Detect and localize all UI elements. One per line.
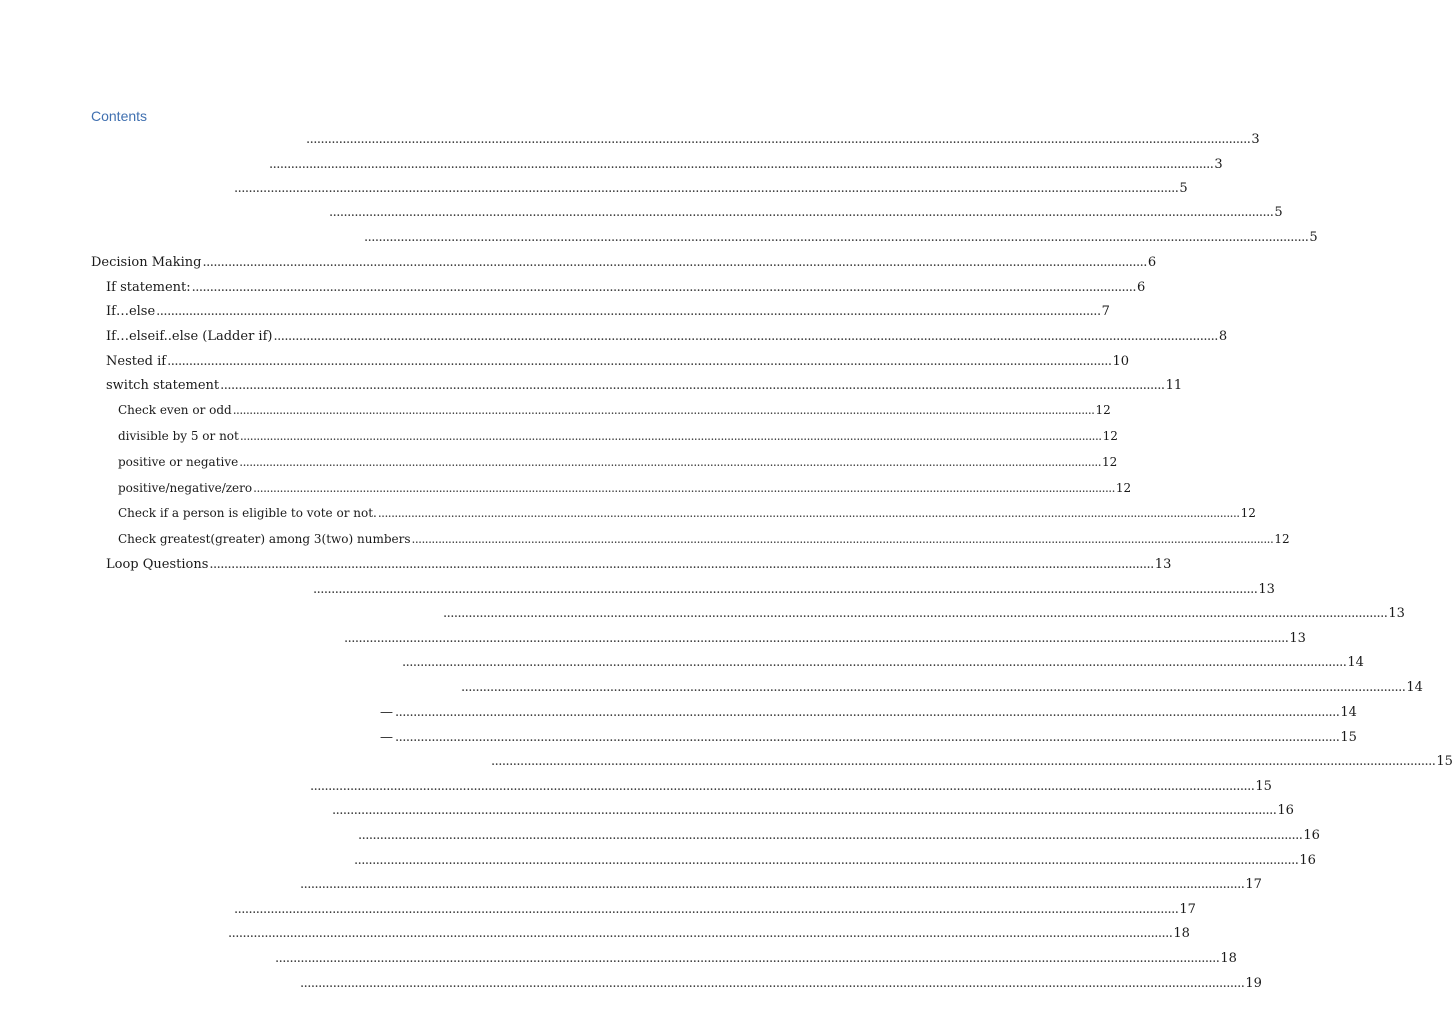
- toc-page-number: 7: [1101, 304, 1110, 319]
- toc-entry[interactable]: [331, 801, 1294, 821]
- toc-entry[interactable]: [268, 155, 1223, 175]
- toc-entry[interactable]: [118, 426, 1118, 446]
- toc-page-number: 16: [1299, 853, 1316, 868]
- toc-dot-leader: ....................................................................................................................................................................................................................................................................: [306, 132, 1251, 147]
- toc-page-number: 3: [1251, 132, 1260, 147]
- toc-entry[interactable]: [380, 703, 1357, 723]
- toc-dot-leader: ....................................................................................................................................................................................................................................................................: [202, 255, 1147, 270]
- toc-entry[interactable]: [106, 352, 1130, 372]
- toc-dot-leader: ....................................................................................................................................................................................................................................................................: [377, 506, 1240, 520]
- toc-page-number: 14: [1340, 705, 1357, 720]
- toc-dot-leader: ....................................................................................................................................................................................................................................................................: [269, 157, 1214, 172]
- toc-dot-leader: ....................................................................................................................................................................................................................................................................: [461, 680, 1406, 695]
- toc-page-number: 15: [1436, 754, 1453, 769]
- toc-entry[interactable]: [118, 452, 1118, 472]
- toc-entry[interactable]: [343, 629, 1306, 649]
- toc-dot-leader: ....................................................................................................................................................................................................................................................................: [232, 403, 1095, 417]
- toc-dot-leader: ....................................................................................................................................................................................................................................................................: [310, 779, 1255, 794]
- toc-page-number: 11: [1165, 378, 1183, 393]
- toc-dot-leader: ....................................................................................................................................................................................................................................................................: [364, 230, 1309, 245]
- toc-dot-leader: ....................................................................................................................................................................................................................................................................: [443, 606, 1388, 621]
- toc-entry-title: positive/negative/zero: [118, 481, 253, 495]
- toc-page-number: 12: [1102, 429, 1118, 443]
- toc-dot-leader: ....................................................................................................................................................................................................................................................................: [354, 853, 1299, 868]
- toc-dot-leader: ....................................................................................................................................................................................................................................................................: [234, 181, 1179, 196]
- toc-entry[interactable]: [460, 678, 1423, 698]
- toc-page-number: 15: [1255, 779, 1272, 794]
- toc-entry[interactable]: [118, 529, 1290, 549]
- toc-entry[interactable]: [91, 253, 1157, 273]
- toc-entry-title: Check if a person is eligible to vote or not.: [118, 506, 377, 520]
- toc-dot-leader: ....................................................................................................................................................................................................................................................................: [239, 429, 1102, 443]
- toc-dot-leader: ....................................................................................................................................................................................................................................................................: [156, 304, 1101, 319]
- toc-dot-leader: ....................................................................................................................................................................................................................................................................: [300, 877, 1245, 892]
- toc-dot-leader: ....................................................................................................................................................................................................................................................................: [167, 354, 1112, 369]
- toc-page-number: 17: [1245, 877, 1262, 892]
- toc-entry[interactable]: [227, 924, 1190, 944]
- toc-entry[interactable]: [118, 478, 1132, 498]
- toc-page-number: 18: [1220, 951, 1237, 966]
- toc-heading: Contents: [91, 108, 148, 124]
- toc-dot-leader: ....................................................................................................................................................................................................................................................................: [411, 532, 1274, 546]
- toc-entry[interactable]: [401, 653, 1364, 673]
- toc-page-number: 18: [1173, 926, 1190, 941]
- toc-entry[interactable]: [299, 875, 1262, 895]
- toc-dot-leader: ....................................................................................................................................................................................................................................................................: [395, 730, 1340, 745]
- toc-entry[interactable]: [442, 604, 1405, 624]
- toc-entry[interactable]: [357, 826, 1320, 846]
- toc-entry[interactable]: [309, 777, 1272, 797]
- toc-page-number: 14: [1406, 680, 1423, 695]
- toc-entry-title: Check greatest(greater) among 3(two) numbers: [118, 532, 411, 546]
- toc-entry[interactable]: [106, 327, 1228, 347]
- toc-dot-leader: ....................................................................................................................................................................................................................................................................: [395, 705, 1340, 720]
- toc-dot-leader: ....................................................................................................................................................................................................................................................................: [358, 828, 1303, 843]
- toc-dot-leader: ....................................................................................................................................................................................................................................................................: [402, 655, 1347, 670]
- toc-entry[interactable]: [106, 555, 1172, 575]
- toc-dot-leader: ....................................................................................................................................................................................................................................................................: [313, 582, 1258, 597]
- toc-entry-title: Check even or odd: [118, 403, 232, 417]
- toc-entry[interactable]: [233, 179, 1188, 199]
- toc-page-number: 3: [1214, 157, 1223, 172]
- toc-page-number: 13: [1289, 631, 1306, 646]
- toc-entry[interactable]: [106, 302, 1110, 322]
- toc-entry[interactable]: [233, 900, 1196, 920]
- toc-dot-leader: ....................................................................................................................................................................................................................................................................: [275, 951, 1220, 966]
- toc-page-number: 16: [1277, 803, 1294, 818]
- toc-entry[interactable]: [380, 728, 1357, 748]
- toc-entry[interactable]: [118, 503, 1256, 523]
- toc-dot-leader: ....................................................................................................................................................................................................................................................................: [491, 754, 1436, 769]
- toc-dot-leader: ....................................................................................................................................................................................................................................................................: [332, 803, 1277, 818]
- toc-page-number: 12: [1102, 455, 1118, 469]
- toc-page-number: 19: [1245, 976, 1262, 991]
- toc-dot-leader: ....................................................................................................................................................................................................................................................................: [191, 280, 1137, 295]
- toc-page-number: 6: [1137, 280, 1146, 295]
- toc-entry-title: —: [380, 705, 393, 720]
- toc-page-number: 8: [1218, 329, 1228, 344]
- toc-dot-leader: ....................................................................................................................................................................................................................................................................: [239, 455, 1102, 469]
- toc-entry[interactable]: [106, 278, 1146, 298]
- toc-page-number: 12: [1240, 506, 1256, 520]
- toc-entry-title: divisible by 5 or not: [118, 429, 239, 443]
- toc-dot-leader: ....................................................................................................................................................................................................................................................................: [220, 378, 1165, 393]
- toc-entry[interactable]: [363, 228, 1318, 248]
- toc-entry-title: If…elseif..else (Ladder if): [106, 329, 273, 344]
- toc-page-number: 13: [1258, 582, 1275, 597]
- toc-page-number: 5: [1274, 205, 1283, 220]
- toc-dot-leader: ....................................................................................................................................................................................................................................................................: [344, 631, 1289, 646]
- toc-dot-leader: ....................................................................................................................................................................................................................................................................: [300, 976, 1245, 991]
- toc-page-number: 15: [1340, 730, 1357, 745]
- toc-page-number: 10: [1112, 354, 1130, 369]
- toc-entry-title: Nested if: [106, 354, 167, 369]
- toc-entry[interactable]: [118, 400, 1111, 420]
- toc-entry[interactable]: [490, 752, 1453, 772]
- toc-entry[interactable]: [328, 203, 1283, 223]
- toc-dot-leader: ....................................................................................................................................................................................................................................................................: [209, 557, 1154, 572]
- toc-entry-title: —: [380, 730, 393, 745]
- toc-entry-title: switch statement: [106, 378, 220, 393]
- toc-page-number: 13: [1388, 606, 1405, 621]
- toc-entry[interactable]: [353, 851, 1316, 871]
- toc-entry[interactable]: [299, 974, 1262, 994]
- toc-page-number: 14: [1347, 655, 1364, 670]
- toc-dot-leader: ....................................................................................................................................................................................................................................................................: [234, 902, 1179, 917]
- toc-entry-title: Decision Making: [91, 255, 202, 270]
- toc-page-number: 16: [1303, 828, 1320, 843]
- toc-dot-leader: ....................................................................................................................................................................................................................................................................: [273, 329, 1218, 344]
- toc-page-number: 17: [1179, 902, 1196, 917]
- toc-entry-title: If…else: [106, 304, 156, 319]
- toc-page-number: 5: [1309, 230, 1318, 245]
- toc-page-number: 6: [1147, 255, 1157, 270]
- toc-entry-title: Loop Questions: [106, 557, 209, 572]
- toc-entry-title: If statement:: [106, 280, 191, 295]
- toc-entry[interactable]: [305, 130, 1260, 150]
- toc-entry[interactable]: [274, 949, 1237, 969]
- toc-dot-leader: ....................................................................................................................................................................................................................................................................: [228, 926, 1173, 941]
- toc-page-number: 12: [1095, 403, 1111, 417]
- toc-page-number: 12: [1115, 481, 1132, 495]
- toc-entry[interactable]: [106, 376, 1183, 396]
- toc-entry-title: positive or negative: [118, 455, 239, 469]
- toc-page-number: 5: [1179, 181, 1188, 196]
- toc-dot-leader: ....................................................................................................................................................................................................................................................................: [329, 205, 1274, 220]
- toc-page-number: 13: [1154, 557, 1172, 572]
- toc-entry[interactable]: [312, 580, 1275, 600]
- toc-page-number: 12: [1274, 532, 1290, 546]
- toc-dot-leader: ....................................................................................................................................................................................................................................................................: [253, 481, 1115, 495]
